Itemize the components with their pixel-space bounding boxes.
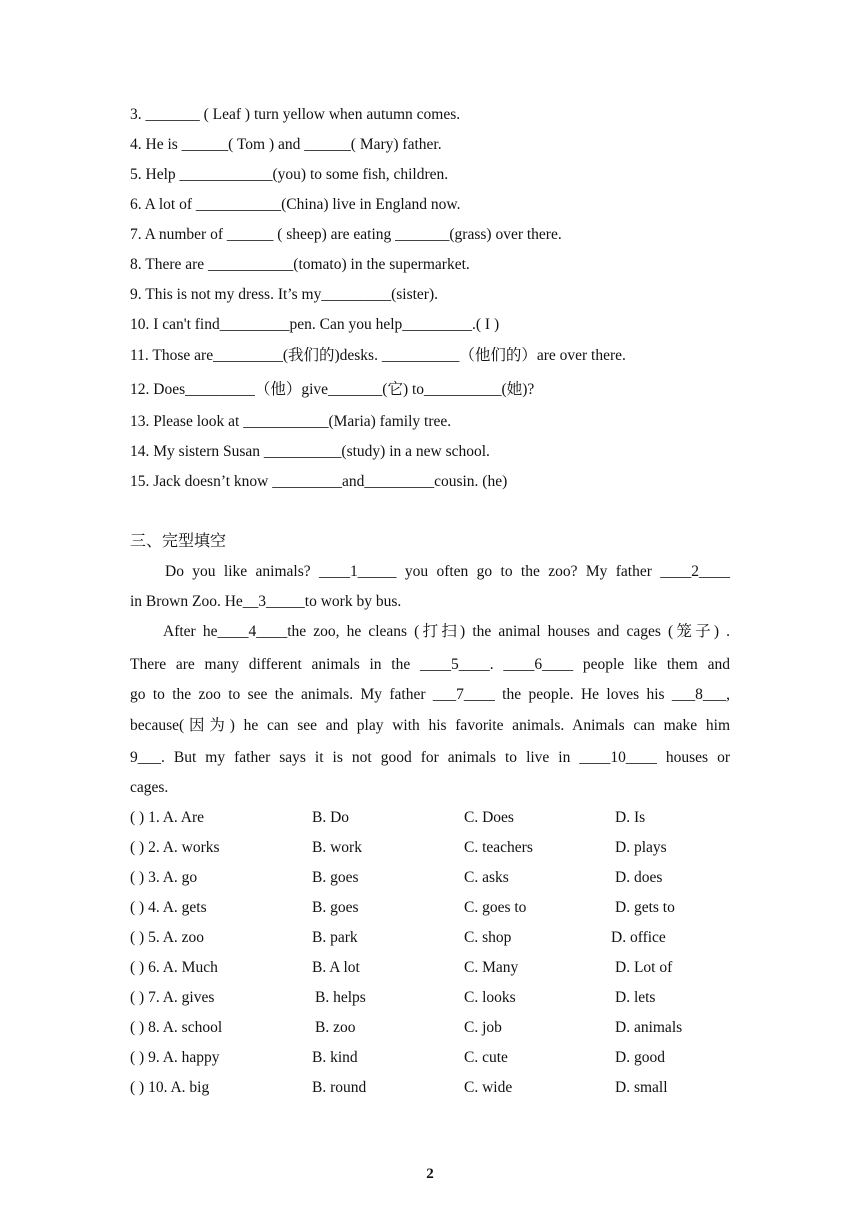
option-b: B. kind	[312, 1049, 358, 1066]
option-c: C. asks	[464, 869, 509, 886]
question-11: 11. Those are_________(我们的)desks. __________（他们的）are over there.	[130, 347, 626, 364]
option-a: ( ) 3. A. go	[130, 869, 198, 886]
question-4: 4. He is ______( Tom ) and ______( Mary) father.	[130, 136, 442, 153]
option-d: D. office	[611, 929, 666, 946]
option-row	[130, 898, 750, 918]
question-15: 15. Jack doesn’t know _________and_________cousin. (he)	[130, 473, 508, 490]
option-c: C. teachers	[464, 839, 533, 856]
option-a: ( ) 8. A. school	[130, 1019, 223, 1036]
option-row	[130, 838, 750, 858]
passage-line: go to the zoo to see the animals. My father ___7____ the people. He loves his ___8___,	[130, 686, 730, 703]
option-a: ( ) 2. A. works	[130, 839, 220, 856]
option-a: ( ) 7. A. gives	[130, 989, 215, 1006]
option-d: D. Lot of	[615, 959, 673, 976]
option-b: B. Do	[312, 809, 350, 826]
option-d: D. good	[615, 1049, 665, 1066]
option-a: ( ) 6. A. Much	[130, 959, 218, 976]
option-c: C. cute	[464, 1049, 508, 1066]
passage-line: There are many different animals in the ____5____. ____6____ people like them and	[130, 656, 730, 673]
option-d: D. small	[615, 1079, 668, 1096]
option-c: C. looks	[464, 989, 516, 1006]
question-9: 9. This is not my dress. It’s my_________(sister).	[130, 286, 438, 303]
passage-line: cages.	[130, 779, 169, 796]
option-b: B. work	[312, 839, 362, 856]
question-7: 7. A number of ______ ( sheep) are eating _______(grass) over there.	[130, 226, 562, 243]
passage-line: in Brown Zoo. He__3_____to work by bus.	[130, 593, 402, 610]
question-10: 10. I can't find_________pen. Can you help_________.( I )	[130, 316, 500, 333]
option-b: B. A lot	[312, 959, 360, 976]
passage-line: Do you like animals? ____1_____ you often go to the zoo? My father ____2____	[165, 563, 730, 580]
question-12: 12. Does_________（他）give_______(它) to__________(她)?	[130, 381, 535, 398]
option-c: C. wide	[464, 1079, 513, 1096]
option-row	[130, 868, 750, 888]
question-5: 5. Help ____________(you) to some fish, children.	[130, 166, 449, 183]
option-a: ( ) 4. A. gets	[130, 899, 207, 916]
question-6: 6. A lot of ___________(China) live in England now.	[130, 196, 461, 213]
option-d: D. gets to	[615, 899, 675, 916]
section-title: 三、完型填空	[130, 531, 227, 550]
question-8: 8. There are ___________(tomato) in the supermarket.	[130, 256, 470, 273]
option-c: C. goes to	[464, 899, 527, 916]
passage-line: After he____4____the zoo, he cleans (打扫) the animal houses and cages (笼子) .	[163, 623, 730, 640]
option-b: B. zoo	[315, 1019, 356, 1036]
option-row	[130, 1078, 750, 1098]
option-c: C. Does	[464, 809, 514, 826]
option-row	[130, 808, 750, 828]
question-13: 13. Please look at ___________(Maria) family tree.	[130, 413, 452, 430]
option-b: B. park	[312, 929, 358, 946]
option-d: D. does	[615, 869, 663, 886]
option-row	[130, 1048, 750, 1068]
option-d: D. plays	[615, 839, 667, 856]
option-d: D. animals	[615, 1019, 683, 1036]
option-b: B. helps	[315, 989, 366, 1006]
page-number: 2	[426, 1166, 434, 1182]
passage-line: because(因为) he can see and play with his favorite animals. Animals can make him	[130, 717, 730, 734]
option-b: B. goes	[312, 869, 359, 886]
option-d: D. lets	[615, 989, 656, 1006]
option-b: B. round	[312, 1079, 367, 1096]
option-a: ( ) 1. A. Are	[130, 809, 205, 826]
option-c: C. job	[464, 1019, 502, 1036]
question-3: 3. _______ ( Leaf ) turn yellow when autumn comes.	[130, 106, 461, 123]
option-c: C. Many	[464, 959, 519, 976]
option-c: C. shop	[464, 929, 512, 946]
option-b: B. goes	[312, 899, 359, 916]
passage-line: 9___. But my father says it is not good for animals to live in ____10____ houses or	[130, 749, 730, 766]
question-14: 14. My sistern Susan __________(study) in a new school.	[130, 443, 490, 460]
option-row	[130, 928, 750, 948]
option-a: ( ) 10. A. big	[130, 1079, 210, 1096]
option-row	[130, 958, 750, 978]
option-row	[130, 988, 750, 1008]
option-a: ( ) 9. A. happy	[130, 1049, 220, 1066]
option-d: D. Is	[615, 809, 646, 826]
option-a: ( ) 5. A. zoo	[130, 929, 205, 946]
option-row	[130, 1018, 750, 1038]
